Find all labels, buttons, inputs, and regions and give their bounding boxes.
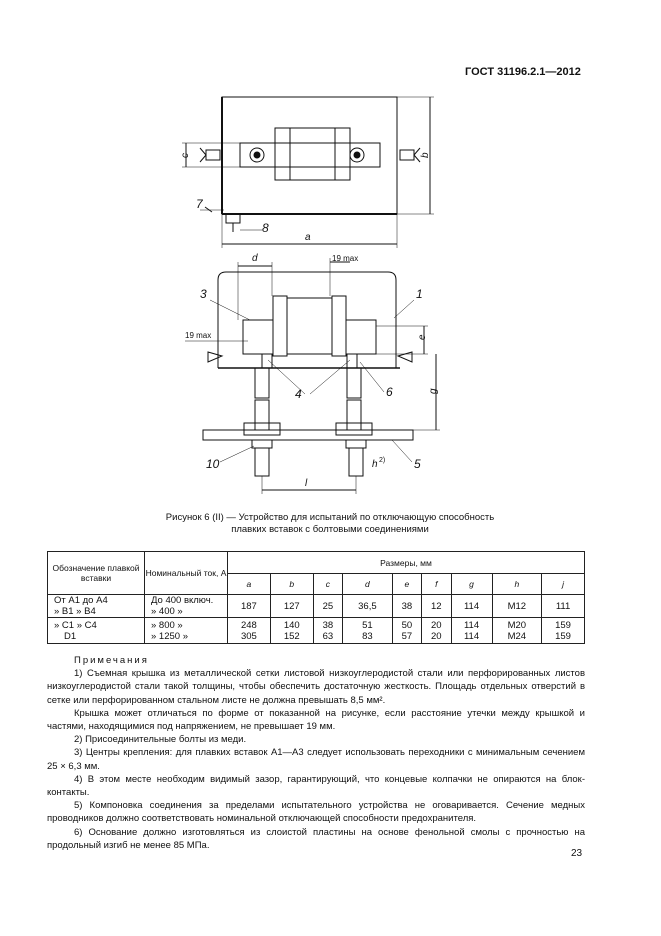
dim-d-label: d (252, 253, 258, 264)
item-7-label: 7 (196, 197, 203, 211)
table-cell: 114 114 (451, 618, 492, 644)
table-row (48, 595, 585, 618)
dim-letter: h (492, 574, 542, 595)
note-item: 4) В этом месте необходим видимый зазор, гарантирующий, что концевые колпачки не опираются на блок-контакты. (47, 773, 585, 799)
dim-e-label: e (417, 334, 428, 340)
dim-h-label: h (372, 459, 378, 470)
dim-g-label: g (428, 388, 439, 394)
dim-l-label: l (305, 478, 308, 489)
top-view-cover (222, 97, 397, 214)
table-cell: 36,5 (343, 595, 393, 618)
cell-current: » 800 » » 1250 » (145, 618, 228, 644)
caption-line-2: плавких вставок с болтовыми соединениями (231, 524, 429, 535)
top-view-fuse (290, 128, 335, 180)
dim-letter: e (392, 574, 421, 595)
table-cell: 159 159 (542, 618, 585, 644)
item-1-label: 1 (416, 287, 423, 301)
note-item: 6) Основание должно изготовляться из слоистой пластины на основе фенольной смолы с прочностью на продольный изгиб не менее 85 МПа. (47, 826, 585, 851)
cell-designation: От А1 до А4 » В1 » В4 (48, 595, 145, 618)
header-designation: Обозначение плавкой вставки (48, 552, 145, 595)
dim-letter: j (542, 574, 585, 595)
header-current: Номинальный ток, А (145, 552, 228, 595)
header-dimensions: Размеры, мм (228, 552, 585, 574)
dim-letter: c (313, 574, 342, 595)
dim-letter: a (228, 574, 271, 595)
technical-drawing (140, 85, 460, 505)
table-cell: 51 83 (343, 618, 393, 644)
notes-title: Примечания (74, 655, 149, 666)
dim-letter: d (343, 574, 393, 595)
dim-a-label: a (305, 232, 311, 243)
note-item: 3) Центры крепления: для плавких вставок А1—А3 следует использовать переходники с минимальным сечением 25 × 6,3 мм. (47, 747, 585, 772)
dimensions-table (47, 551, 585, 644)
note-item: 1) Съемная крышка из металлической сетки листовой низкоуглеродистой стали или перфорированных листов низкоуглеродистой стали такой толщины, чтобы обеспечить достаточную жесткость. Площадь отдельных отверстий в сетке или перфорированном стальном листе не должна превышать 8,5 мм². (47, 668, 585, 706)
item-4-label: 4 (295, 387, 302, 401)
dim-letter: f (422, 574, 451, 595)
item-10-label: 10 (206, 457, 220, 471)
side-view-fuse (287, 298, 332, 354)
note-item: Крышка может отличаться по форме от показанной на рисунке, если расстояние утечки между крышкой и частями, находящимися под напряжением, не превышает 19 мм. (47, 707, 585, 733)
notes-section (47, 654, 585, 852)
table-cell: 20 20 (422, 618, 451, 644)
base-plate (203, 430, 413, 440)
table-cell: 25 (313, 595, 342, 618)
dim-19max-top-label: 19 max (332, 254, 359, 263)
table-cell: 38 63 (313, 618, 342, 644)
dim-h-footnote: 2) (379, 457, 386, 464)
page-number: 23 (571, 848, 583, 859)
table-cell: 50 57 (392, 618, 421, 644)
table-cell: 38 (392, 595, 421, 618)
table-cell: М20 М24 (492, 618, 542, 644)
table-cell: 140 152 (270, 618, 313, 644)
table-cell: 114 (451, 595, 492, 618)
note-item: 5) Компоновка соединения за пределами испытательного устройства не оговаривается. Сечение медных проводников должно соответствовать номинальной отключающей способности предохранителя. (47, 800, 585, 825)
note-item: 2) Присоединительные болты из меди. (74, 734, 247, 746)
table-cell: 248 305 (228, 618, 271, 644)
table-row (48, 618, 585, 644)
document-header: ГОСТ 31196.2.1—2012 (465, 66, 581, 78)
item-8-label: 8 (262, 221, 269, 235)
caption-line-1: Рисунок 6 (II) — Устройство для испытаний по отключающую способность (165, 512, 495, 523)
table-cell: 111 (542, 595, 585, 618)
dim-c-label: c (180, 153, 191, 158)
cell-current: До 400 включ. » 400 » (145, 595, 228, 618)
table-cell: 187 (228, 595, 271, 618)
item-5-label: 5 (414, 457, 421, 471)
item-3-label: 3 (200, 287, 207, 301)
cell-designation: » С1 » С4 D1 (48, 618, 145, 644)
figure-caption (75, 512, 585, 536)
dim-b-label: b (420, 152, 431, 158)
item-6-label: 6 (386, 385, 393, 399)
dim-letter: g (451, 574, 492, 595)
table-cell: М12 (492, 595, 542, 618)
dim-19max-left-label: 19 max (185, 331, 212, 340)
dim-letter: b (270, 574, 313, 595)
table-cell: 12 (422, 595, 451, 618)
table-cell: 127 (270, 595, 313, 618)
